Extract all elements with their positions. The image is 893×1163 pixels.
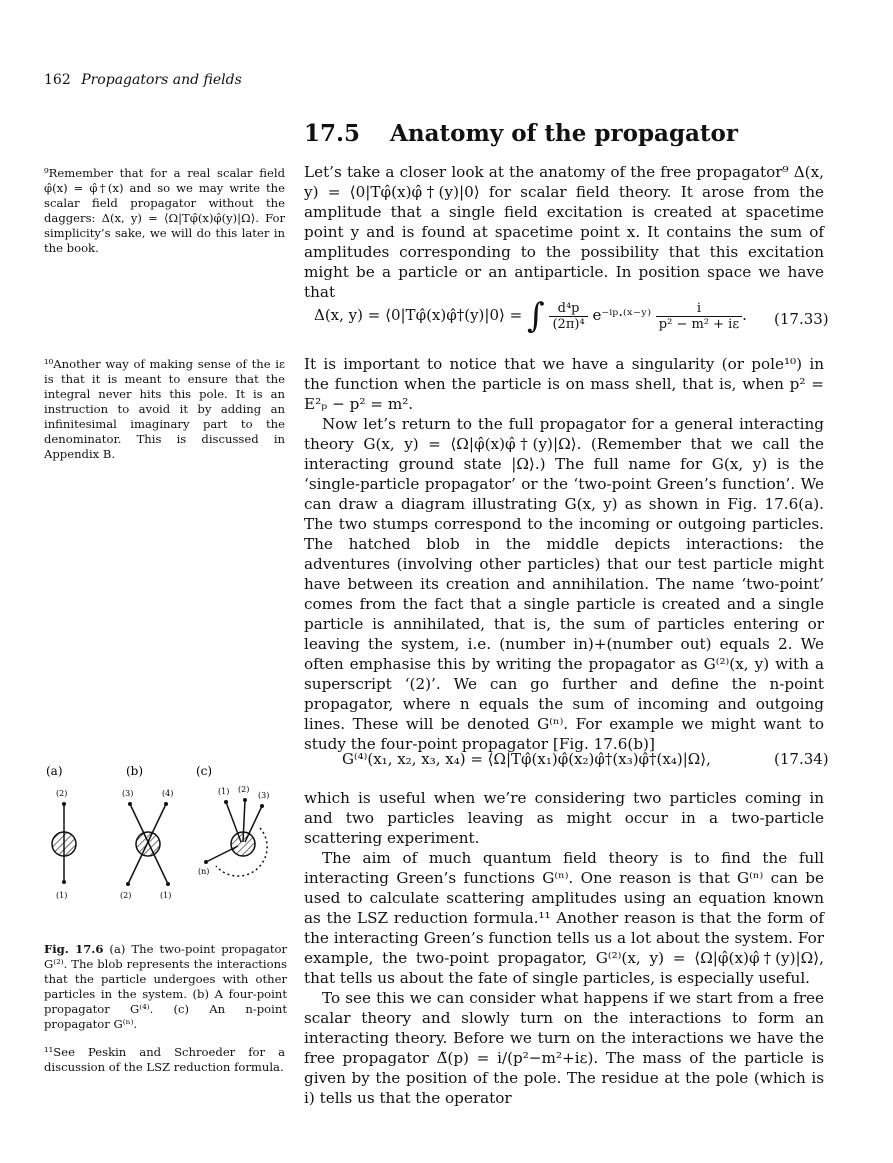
c-label-n: (n) <box>198 867 210 876</box>
sidenote-10 <box>44 357 285 462</box>
panel-a-diagram <box>52 789 76 900</box>
eq1-den1: (2π)⁴ <box>552 316 585 332</box>
panel-b-label: (b) <box>126 764 144 778</box>
b-label-bottom-left: (2) <box>120 891 132 900</box>
panel-b-diagram <box>120 789 173 900</box>
paragraph-5-text: The aim of much quantum field theory is to find the full interacting Green’s functions G⁽ⁿ⁾. One reason is that G⁽ⁿ⁾ can be used to calculate scattering amplitudes using an equation known as the LSZ reduction formula.¹¹ Another reason is that the form of the interacting Green’s function tells us a lot about the system. For example, the two-point propagator, G⁽²⁾(x, y) = ⟨Ω|φ̂(x)φ̂†(y)|Ω⟩, that tells us about the fate of single particles, is especially useful. <box>304 849 824 987</box>
sidenote-9-text: ⁹Remember that for a real scalar field φ̂(x) = φ̂†(x) and so we may write the scalar field propagator without the daggers: Δ(x, y) = ⟨Ω|Tφ̂(x)φ̂(y)|Ω⟩. For simplicity’s sake, we will do this later in the book. <box>44 166 285 255</box>
page-number: 162 <box>44 72 71 88</box>
sidenote-11 <box>44 1045 285 1075</box>
running-title: Propagators and fields <box>81 72 242 88</box>
eq1-fraction-measure <box>549 301 587 332</box>
b-label-bottom-right: (1) <box>160 891 172 900</box>
c-label-2: (2) <box>238 785 250 794</box>
paragraph-3 <box>304 414 824 754</box>
paragraph-6-text: To see this we can consider what happens if we start from a free scalar theory and slowly turn on the interactions to form an interacting theory. Before we turn on the interactions we have the free propagator Δ̃(p) = i/(p²−m²+iε). The mass of the particle is given by the position of the pole. The residue at the pole (which is i) tells us that the operator <box>304 989 824 1107</box>
figure-17-6 <box>40 760 290 910</box>
sidenote-11-text: ¹¹See Peskin and Schroeder for a discussion of the LSZ reduction formula. <box>44 1045 285 1074</box>
a-label-top: (2) <box>56 789 68 798</box>
eq1-den2: p² − m² + iε <box>658 316 740 332</box>
a-label-bottom: (1) <box>56 891 68 900</box>
paragraph-5 <box>304 848 824 988</box>
panel-c-diagram <box>198 785 269 876</box>
eq1-fraction-propagator <box>656 301 742 332</box>
caption-text: (a) The two-point propagator G⁽²⁾. The blob represents the interactions that the particle undergoes with other particles in the system. (b) A four-point propagator G⁽⁴⁾. (c) An n-point propagator G⁽ⁿ⁾. <box>44 942 287 1031</box>
section-number: 17.5 <box>304 120 361 147</box>
sidenote-10-text: ¹⁰Another way of making sense of the iε is that it is meant to ensure that the integral never hits this pole. It is an instruction to avoid it by adding an infinitesimal imaginary part to the denominator. This is discussed in Appendix B. <box>44 357 285 461</box>
caption-label: Fig. 17.6 <box>44 942 104 956</box>
paragraph-1 <box>304 162 824 302</box>
figure-caption <box>44 942 287 1032</box>
b-label-top-left: (3) <box>122 789 134 798</box>
sidenote-9 <box>44 166 285 256</box>
eq1-lhs: Δ(x, y) = ⟨0|Tφ̂(x)φ̂†(y)|0⟩ = <box>314 306 523 324</box>
paragraph-6 <box>304 988 824 1108</box>
paragraph-4-text: which is useful when we’re considering two particles coming in and two particles leaving as might occur in a two-particle scattering experiment. <box>304 789 824 847</box>
eq1-num2: i <box>656 301 742 317</box>
paragraph-2 <box>304 354 824 414</box>
integral-sign: ∫ <box>526 296 545 336</box>
equation-number-17-33: (17.33) <box>774 310 829 328</box>
c-label-3: (3) <box>258 791 270 800</box>
paragraph-3-text: Now let’s return to the full propagator for a general interacting theory G(x, y) = ⟨Ω|φ̂(x)φ̂†(y)|Ω⟩. (Remember that we call the interacting ground state |Ω⟩.) The full name for G(x, y) is the ‘single-particle propagator’ or the ‘two-point Green’s function’. We can draw a diagram illustrating G(x, y) as shown in Fig. 17.6(a). The two stumps correspond to the incoming or outgoing particles. The hatched blob in the middle depicts interactions: the adventures (involving other particles) that our test particle might have between its creation and annihilation. The name ‘two-point’ comes from the fact that a single particle is created and a single particle is annihilated, that is, the sum of particles entering or leaving the system, i.e. (number in)+(number out) equals 2. We often emphasise this by writing the propagator as G⁽²⁾(x, y) with a superscript ‘(2)’. We can go further and define the n-point propagator, where n equals the sum of incoming and outgoing lines. These will be denoted G⁽ⁿ⁾. For example we might want to study the four-point propagator [Fig. 17.6(b)] <box>304 415 824 753</box>
eq1-exponential: e⁻ⁱᵖ·⁽ˣ⁻ʸ⁾ <box>592 306 652 324</box>
eq1-num1: d⁴p <box>549 301 587 317</box>
b-label-top-right: (4) <box>162 789 174 798</box>
paragraph-2-text: It is important to notice that we have a singularity (or pole¹⁰) in the function when the particle is on mass shell, that is, when p² = E²ₚ − p² = m². <box>304 355 824 413</box>
paragraph-1-text: Let’s take a closer look at the anatomy of the free propagator⁹ Δ(x, y) = ⟨0|Tφ̂(x)φ̂†(y)|0⟩ for scalar field theory. It arose from the amplitude that a single field excitation is created at spacetime point y and is found at spacetime point x. It contains the sum of amplitudes corresponding to the possibility that this excitation might be a particle or an antiparticle. In position space we have that <box>304 163 824 301</box>
section-heading <box>304 120 738 147</box>
paragraph-4 <box>304 788 824 848</box>
panel-c-label: (c) <box>196 764 213 778</box>
running-header <box>44 72 242 88</box>
equation-number-17-34: (17.34) <box>774 750 829 768</box>
c-label-1: (1) <box>218 787 230 796</box>
equation-17-33: Δ(x, y) = ⟨0|Tφ̂(x)φ̂†(y)|0⟩ = ∫ $\frac{\text{d⁴p}}{\text{(2π)⁴}}$ e⁻ⁱᵖ·⁽ˣ⁻ʸ⁾ $\frac{i}{\text{p² − m² + iε}}$ . <box>314 296 747 336</box>
section-title: Anatomy of the propagator <box>390 120 739 147</box>
equation-17-34: G⁽⁴⁾(x₁, x₂, x₃, x₄) = ⟨Ω|Tφ̂(x₁)φ̂(x₂)φ̂†(x₃)φ̂†(x₄)|Ω⟩, <box>342 750 711 768</box>
panel-a-label: (a) <box>46 764 63 778</box>
